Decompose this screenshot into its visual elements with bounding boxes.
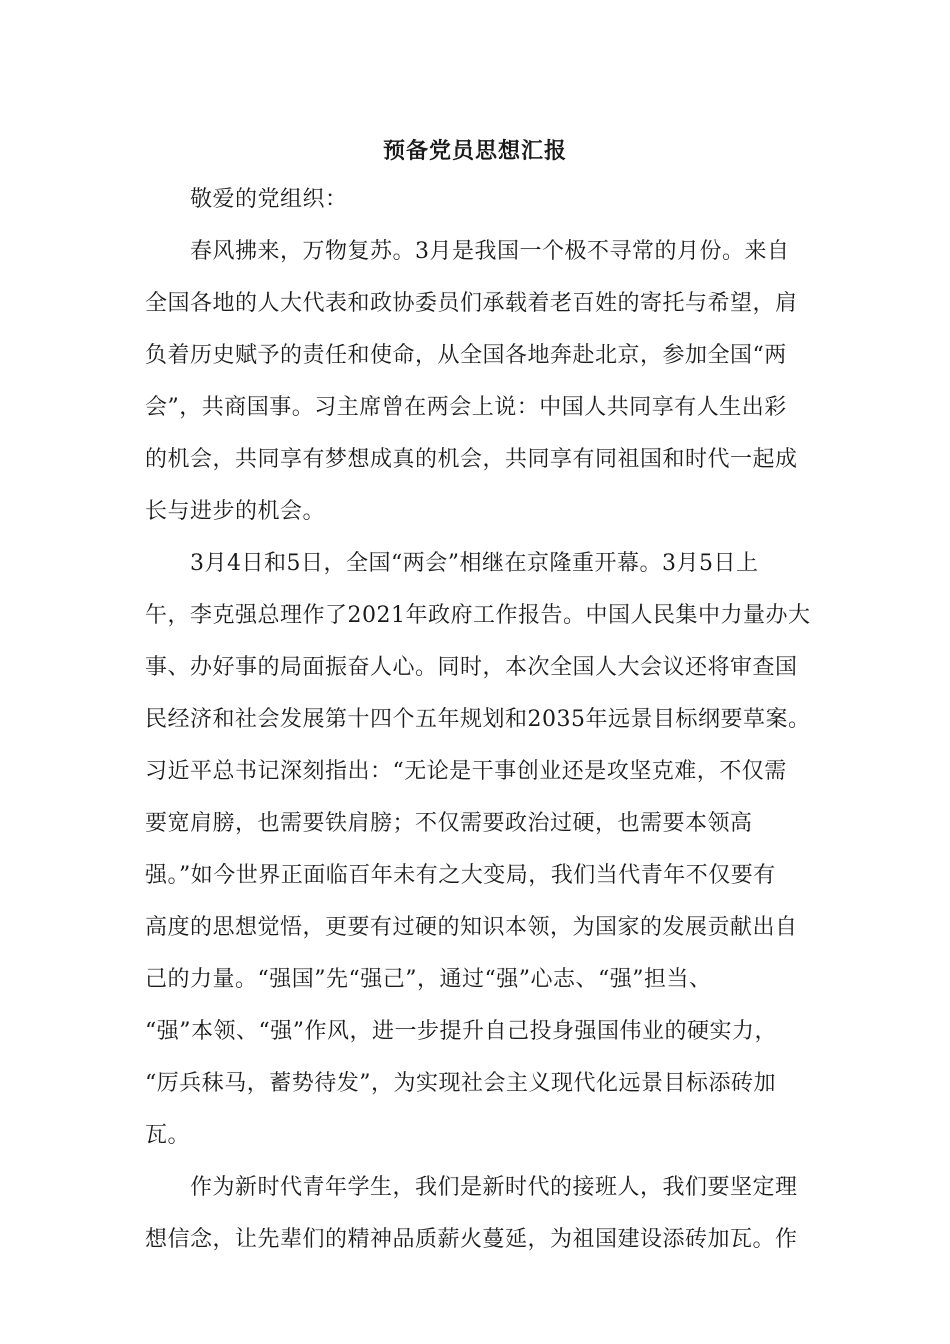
paragraph-line: 作为新时代青年学生，我们是新时代的接班人，我们要坚定理 — [145, 1175, 798, 1200]
paragraph-line: 高度的思想觉悟，更要有过硬的知识本领，为国家的发展贡献出自 — [145, 915, 798, 940]
paragraph-line: 负着历史赋予的责任和使命，从全国各地奔赴北京，参加全国“两 — [145, 343, 787, 368]
paragraph-line: 习近平总书记深刻指出：“无论是干事创业还是攻坚克难，不仅需 — [145, 759, 787, 784]
document-title: 预备党员思想汇报 — [382, 138, 567, 164]
paragraph-line: 强。”如今世界正面临百年未有之大变局，我们当代青年不仅要有 — [145, 863, 776, 888]
paragraph-line: 春风拂来，万物复苏。3月是我国一个极不寻常的月份。来自 — [145, 239, 790, 264]
paragraph-line: 己的力量。“强国”先“强己”，通过“强”心志、“强”担当、 — [145, 967, 712, 992]
paragraph-line: 的机会，共同享有梦想成真的机会，共同享有同祖国和时代一起成 — [145, 447, 798, 472]
paragraph-line: 会”，共商国事。习主席曾在两会上说：中国人共同享有人生出彩 — [145, 395, 787, 420]
paragraph-line: 长与进步的机会。 — [145, 499, 326, 524]
salutation-line: 敬爱的党组织： — [145, 187, 348, 212]
paragraph-line: 事、办好事的局面振奋人心。同时，本次全国人大会议还将审查国 — [145, 655, 798, 680]
paragraph-line: 全国各地的人大代表和政协委员们承载着老百姓的寄托与希望，肩 — [145, 291, 798, 316]
paragraph-line: 想信念，让先辈们的精神品质薪火蔓延，为祖国建设添砖加瓦。作 — [145, 1227, 798, 1252]
paragraph-line: “厉兵秣马，蓄势待发”，为实现社会主义现代化远景目标添砖加 — [145, 1071, 776, 1096]
paragraph-line: 要宽肩膀，也需要铁肩膀；不仅需要政治过硬，也需要本领高 — [145, 811, 753, 836]
paragraph-line: 民经济和社会发展第十四个五年规划和2035年远景目标纲要草案。 — [145, 707, 811, 732]
paragraph-line: 午，李克强总理作了2021年政府工作报告。中国人民集中力量办大 — [145, 603, 811, 628]
paragraph-line: 3月4日和5日，全国“两会”相继在京隆重开幕。3月5日上 — [145, 551, 759, 576]
paragraph-line: 瓦。 — [145, 1123, 191, 1148]
paragraph-line: “强”本领、“强”作风，进一步提升自己投身强国伟业的硬实力， — [145, 1019, 777, 1044]
